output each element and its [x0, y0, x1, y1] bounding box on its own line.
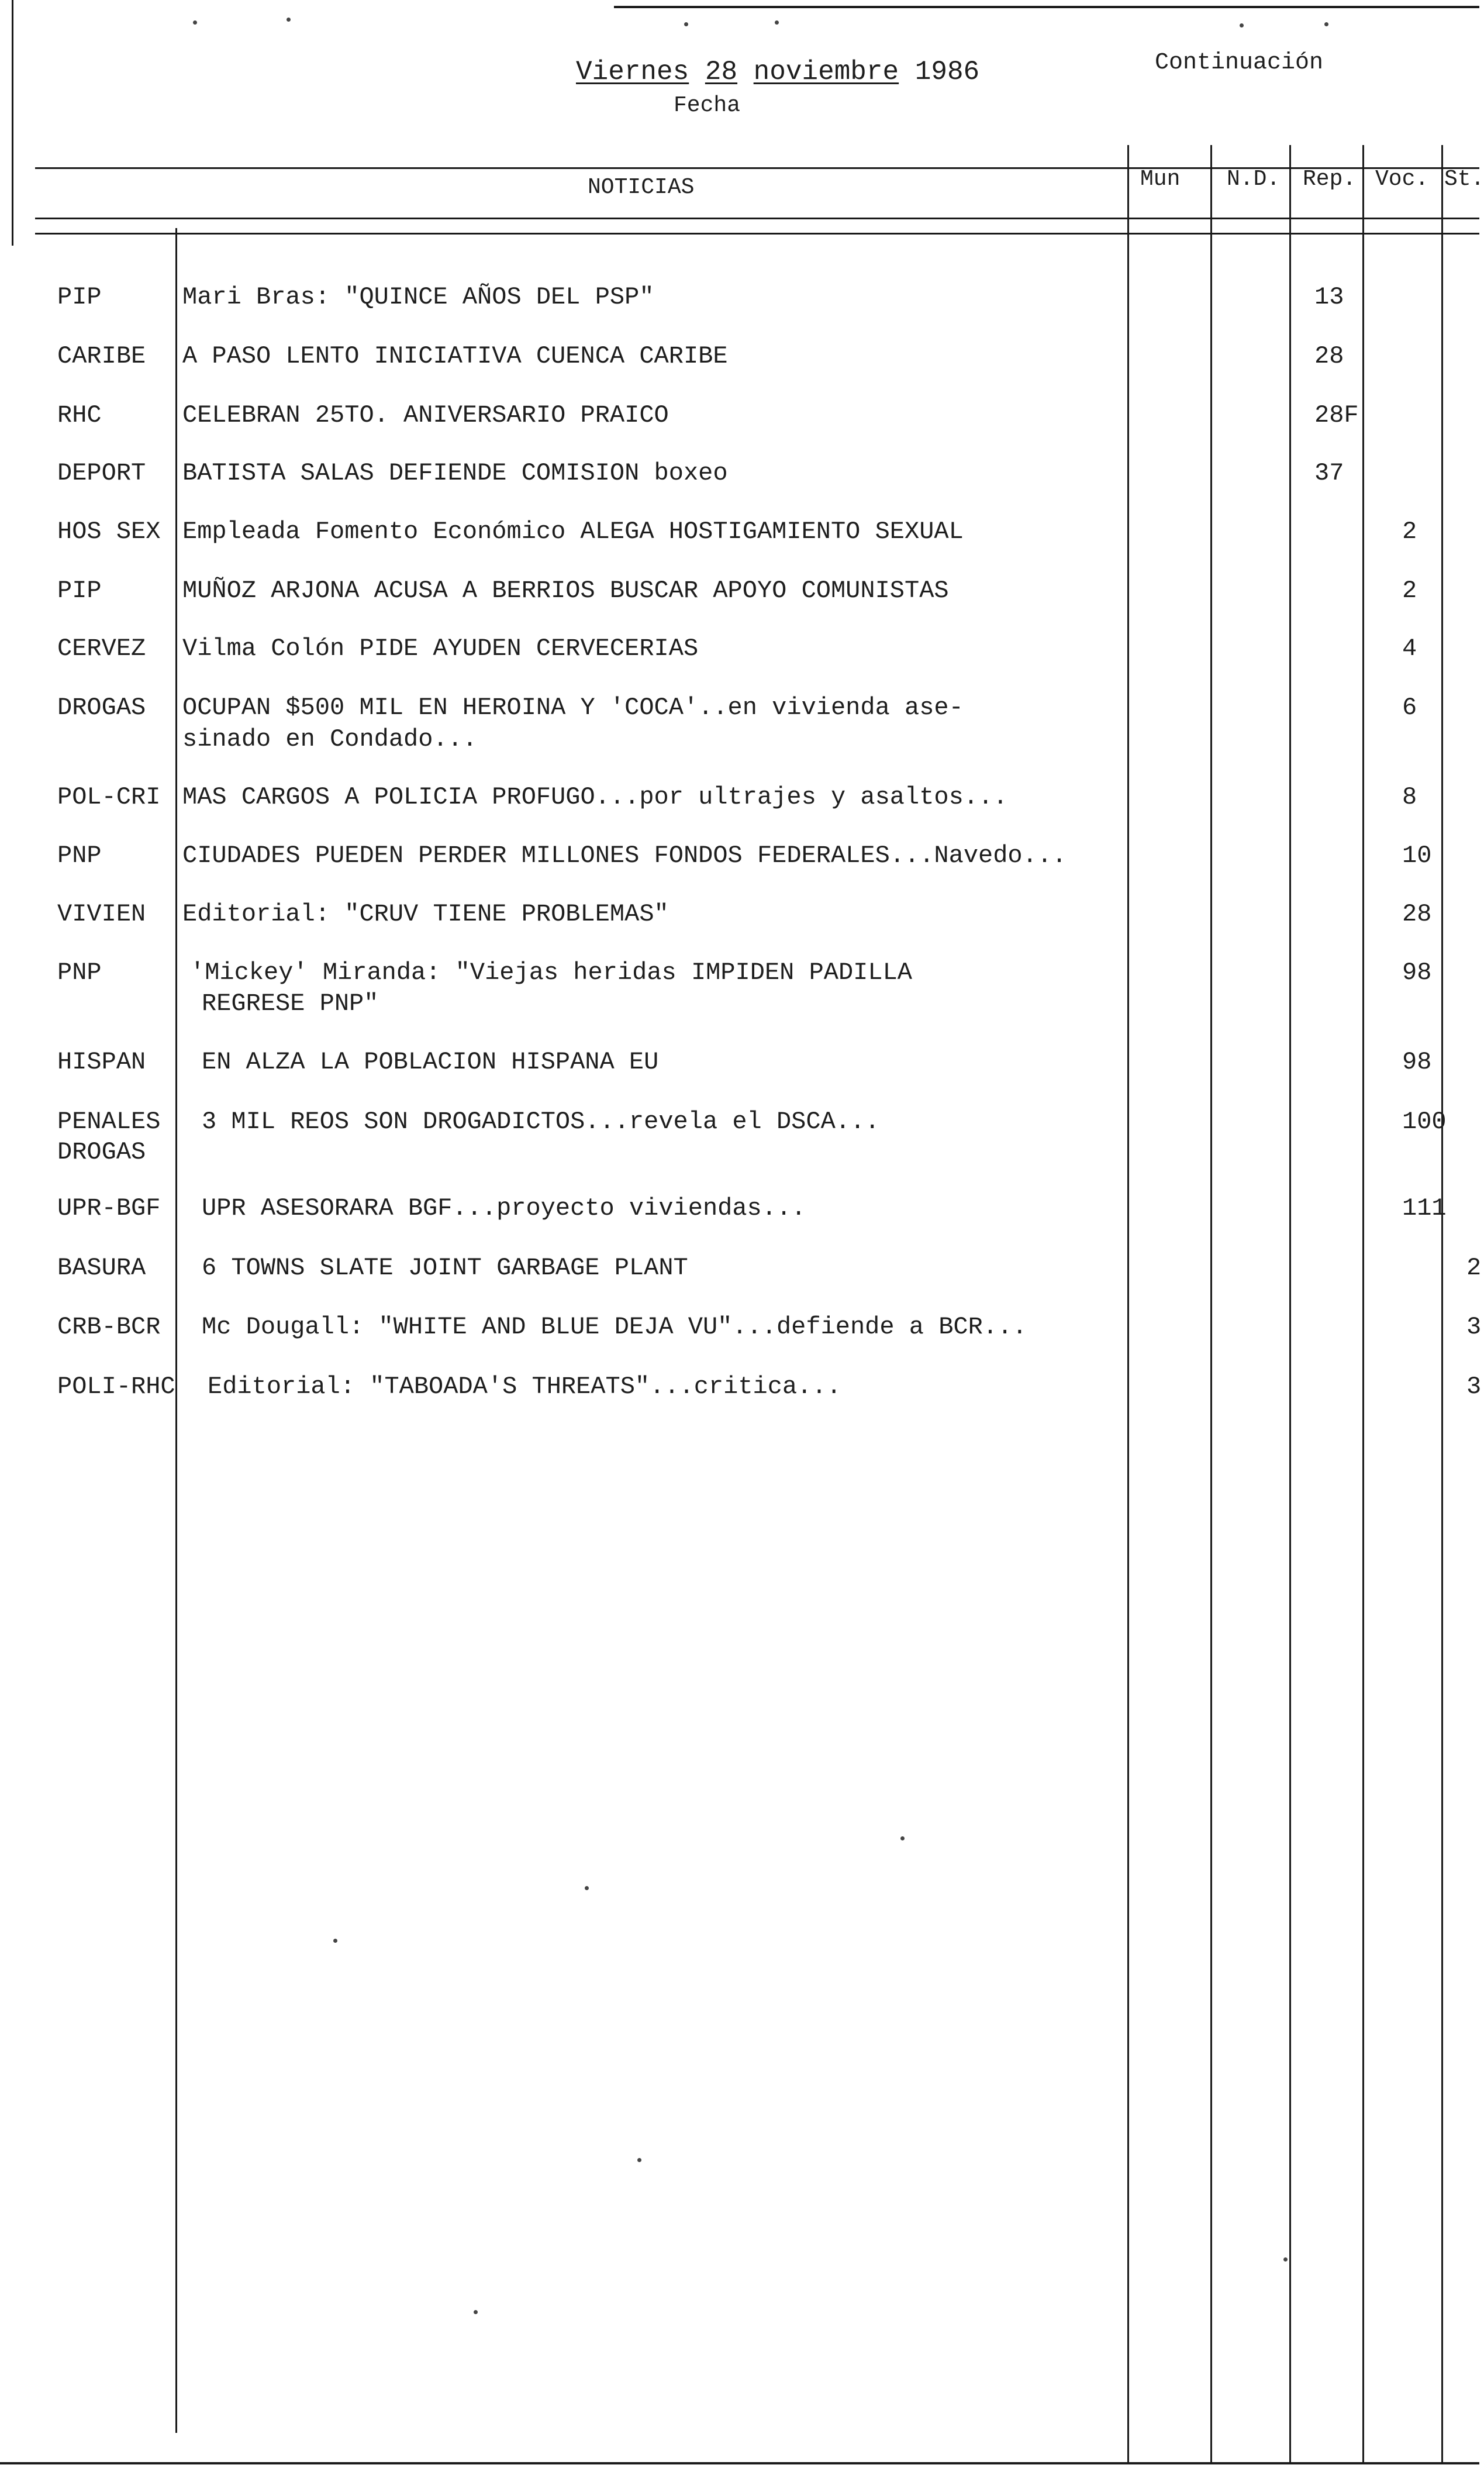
scan-speck [287, 18, 291, 22]
row-category-continued: DROGAS [57, 1138, 146, 1166]
st-column-header: St. [1444, 167, 1484, 192]
row-voc-value: 100 [1402, 1108, 1447, 1136]
scan-speck [193, 20, 197, 25]
row-voc-value: 2 [1402, 518, 1417, 546]
row-category: CRB-BCR [57, 1313, 161, 1341]
category-divider [175, 228, 177, 2433]
row-voc-value: 111 [1402, 1194, 1447, 1222]
row-st-value: 2 [1466, 1254, 1482, 1282]
scan-speck [474, 2310, 478, 2314]
row-category: PIP [57, 577, 102, 605]
row-voc-value: 2 [1402, 577, 1417, 605]
row-headline-continued: REGRESE PNP" [202, 990, 379, 1018]
scan-speck [637, 2158, 641, 2162]
row-headline: Mari Bras: "QUINCE AÑOS DEL PSP" [182, 283, 654, 311]
year: 1986 [914, 57, 980, 87]
row-headline: UPR ASESORARA BGF...proyecto viviendas... [202, 1194, 806, 1222]
day: 28 [705, 57, 738, 87]
row-headline: 6 TOWNS SLATE JOINT GARBAGE PLANT [202, 1254, 688, 1282]
row-category: PENALES [57, 1108, 161, 1136]
row-headline: MAS CARGOS A POLICIA PROFUGO...por ultrajes y asaltos... [182, 783, 1008, 811]
rep-column-divider [1289, 145, 1291, 2464]
page-top-rule [614, 6, 1479, 8]
news-column-header: NOTICIAS [588, 175, 695, 200]
row-category: PNP [57, 842, 102, 870]
weekday: Viernes [576, 57, 689, 87]
voc-column-header: Voc. [1375, 167, 1429, 192]
row-voc-value: 28 [1402, 900, 1432, 928]
row-st-value: 3 [1466, 1373, 1482, 1401]
row-headline-continued: sinado en Condado... [182, 725, 478, 753]
scan-speck [585, 1886, 589, 1890]
row-category: HOS SEX [57, 518, 161, 546]
row-headline: MUÑOZ ARJONA ACUSA A BERRIOS BUSCAR APOYO COMUNISTAS [182, 577, 949, 605]
mun-column-header: Mun [1140, 167, 1181, 192]
scan-speck [333, 1939, 337, 1943]
row-voc-value: 4 [1402, 635, 1417, 663]
scan-speck [775, 20, 779, 25]
row-category: UPR-BGF [57, 1194, 161, 1222]
month: noviembre [753, 57, 899, 87]
row-category: VIVIEN [57, 900, 146, 928]
row-headline: EN ALZA LA POBLACION HISPANA EU [202, 1048, 659, 1076]
row-voc-value: 10 [1402, 842, 1432, 870]
nd-column-divider [1210, 145, 1212, 2464]
row-headline: OCUPAN $500 MIL EN HEROINA Y 'COCA'..en vivienda ase- [182, 694, 964, 722]
nd-column-header: N.D. [1227, 167, 1281, 192]
scan-speck [1283, 2257, 1288, 2262]
row-rep-value: 28 [1314, 342, 1344, 370]
st-column-divider [1441, 145, 1443, 2464]
row-headline: Vilma Colón PIDE AYUDEN CERVECERIAS [182, 635, 699, 663]
row-rep-value: 13 [1314, 283, 1344, 311]
row-category: POL-CRI [57, 783, 161, 811]
row-voc-value: 98 [1402, 959, 1432, 987]
row-category: POLI-RHC [57, 1373, 175, 1401]
row-headline: Mc Dougall: "WHITE AND BLUE DEJA VU"...defiende a BCR... [202, 1313, 1027, 1341]
row-category: DROGAS [57, 694, 146, 722]
row-st-value: 3 [1466, 1313, 1482, 1341]
row-category: CARIBE [57, 342, 146, 370]
row-category: DEPORT [57, 459, 146, 487]
scan-speck [1240, 23, 1244, 27]
scan-speck [900, 1836, 905, 1840]
date-line [576, 58, 979, 85]
scan-speck [1324, 22, 1328, 26]
body-top-rule [35, 233, 1479, 235]
row-headline: A PASO LENTO INICIATIVA CUENCA CARIBE [182, 342, 728, 370]
row-headline: CIUDADES PUEDEN PERDER MILLONES FONDOS FEDERALES...Navedo... [182, 842, 1067, 870]
left-margin-rule [12, 0, 13, 246]
scan-speck [684, 22, 688, 26]
row-category: RHC [57, 401, 102, 429]
mun-column-divider [1127, 145, 1129, 2464]
row-voc-value: 6 [1402, 694, 1417, 722]
row-rep-value: 37 [1314, 459, 1344, 487]
row-category: CERVEZ [57, 635, 146, 663]
row-category: PIP [57, 283, 102, 311]
row-headline: Editorial: "CRUV TIENE PROBLEMAS" [182, 900, 669, 928]
row-rep-value: 28F [1314, 401, 1359, 429]
row-category: PNP [57, 959, 102, 987]
row-category: BASURA [57, 1254, 146, 1282]
row-headline: CELEBRAN 25TO. ANIVERSARIO PRAICO [182, 401, 669, 429]
row-headline: BATISTA SALAS DEFIENDE COMISION boxeo [182, 459, 728, 487]
row-headline: 'Mickey' Miranda: "Viejas heridas IMPIDEN PADILLA [190, 959, 913, 987]
header-bottom-rule [35, 218, 1479, 219]
row-voc-value: 98 [1402, 1048, 1432, 1076]
row-headline: Empleada Fomento Económico ALEGA HOSTIGAMIENTO SEXUAL [182, 518, 964, 546]
rep-column-header: Rep. [1303, 167, 1357, 192]
row-headline: 3 MIL REOS SON DROGADICTOS...revela el DSCA... [202, 1108, 880, 1136]
row-voc-value: 8 [1402, 783, 1417, 811]
continuation-label: Continuación [1155, 50, 1324, 76]
row-headline: Editorial: "TABOADA'S THREATS"...critica... [208, 1373, 841, 1401]
row-category: HISPAN [57, 1048, 146, 1076]
date-label: Fecha [674, 93, 741, 118]
voc-column-divider [1362, 145, 1364, 2464]
page-bottom-rule [0, 2462, 1479, 2464]
